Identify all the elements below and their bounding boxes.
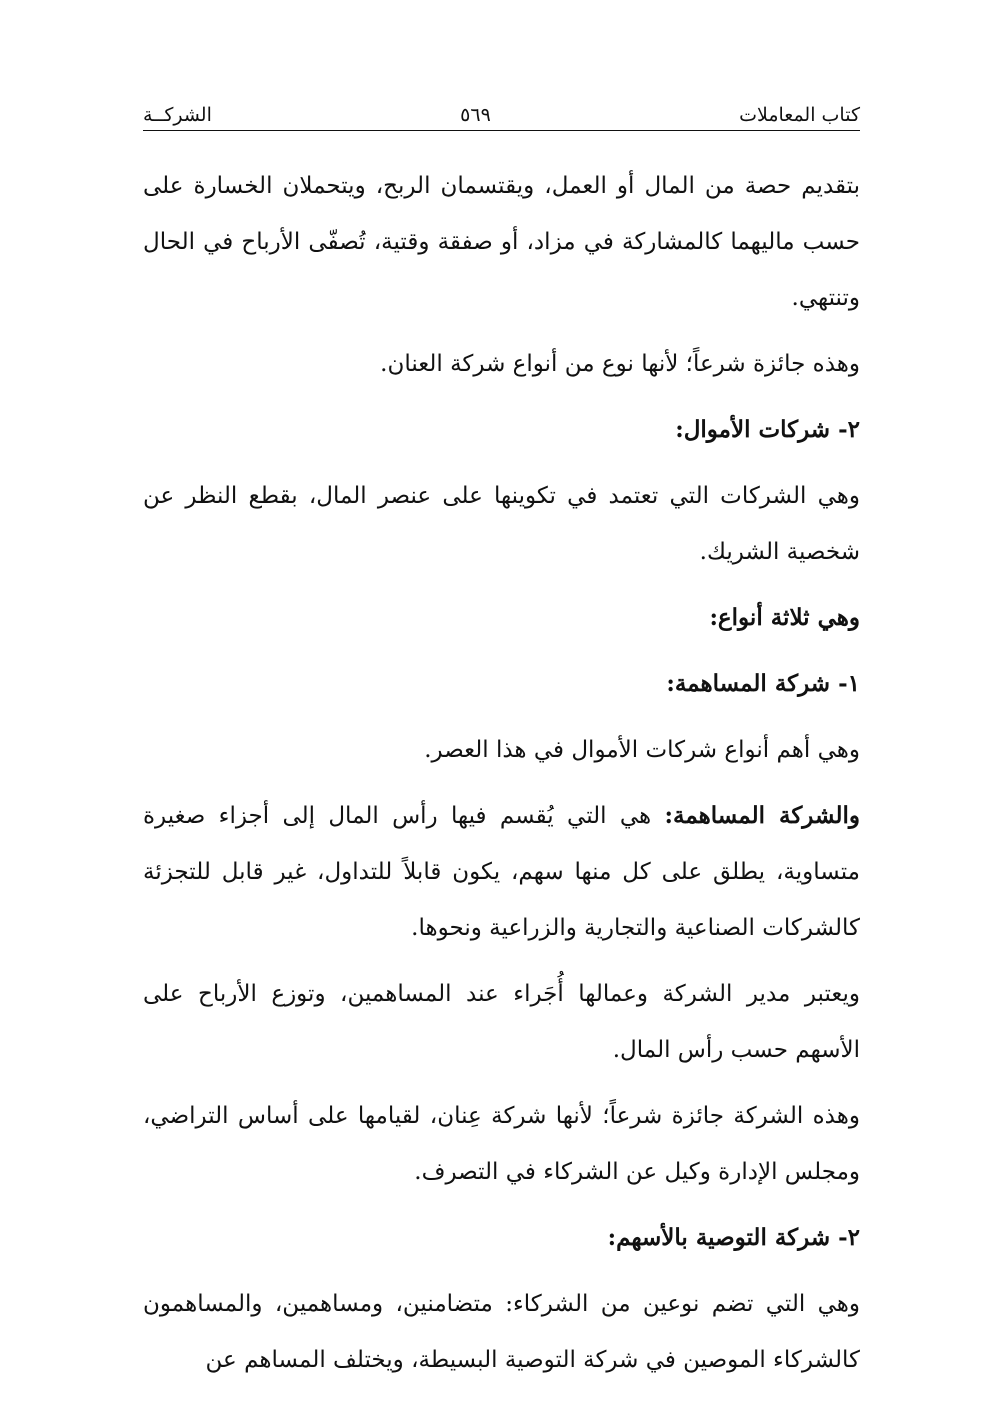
section-heading: ٢- شركات الأموال: (675, 416, 860, 443)
section-heading: ٢- شركة التوصية بالأسهم: (607, 1224, 860, 1251)
paragraph: وهذه جائزة شرعاً؛ لأنها نوع من أنواع شركة العنان. (380, 351, 860, 377)
running-header (143, 98, 860, 126)
header-rule (143, 130, 860, 131)
section-title: الشركــة (143, 104, 212, 126)
paragraph: وهي التي تضم نوعين من الشركاء: متضامنين، ومساهمين، والمساهمون كالشركاء الموصين في شركة التوصية البسيطة، ويختلف المساهم عن (143, 1291, 860, 1373)
paragraph: وهي أهم أنواع شركات الأموال في هذا العصر. (424, 737, 860, 763)
section-heading: ١- شركة المساهمة: (666, 670, 860, 697)
paragraph: ويعتبر مدير الشركة وعمالها أُجَراء عند المساهمين، وتوزع الأرباح على الأسهم حسب رأس المال. (143, 981, 860, 1063)
paragraph: وهذه الشركة جائزة شرعاً؛ لأنها شركة عِنان، لقيامها على أساس التراضي، ومجلس الإدارة وكيل عن الشركاء في التصرف. (143, 1103, 860, 1185)
lead-body: هي التي يُقسم فيها رأس المال إلى أجزاء صغيرة متساوية، يطلق على كل منها سهم، يكون قابلاً للتداول، غير قابل للتجزئة كالشركات الصناعية والتجارية والزراعية ونحوها. (143, 803, 860, 941)
book-title: كتاب المعاملات (739, 104, 860, 126)
page-number: ٥٦٩ (460, 104, 491, 126)
body-text (143, 158, 860, 1398)
lead-term: والشركة المساهمة: (664, 802, 860, 829)
paragraph: وهي الشركات التي تعتمد في تكوينها على عنصر المال، بقطع النظر عن شخصية الشريك. (143, 483, 860, 565)
paragraph: بتقديم حصة من المال أو العمل، ويقتسمان الربح، ويتحملان الخسارة على حسب ماليهما كالمشاركة في مزاد، أو صفقة وقتية، تُصفّى الأرباح في الحال وتنتهي. (143, 173, 860, 311)
paragraph-with-lead (143, 788, 860, 956)
section-heading: وهي ثلاثة أنواع: (709, 604, 860, 631)
